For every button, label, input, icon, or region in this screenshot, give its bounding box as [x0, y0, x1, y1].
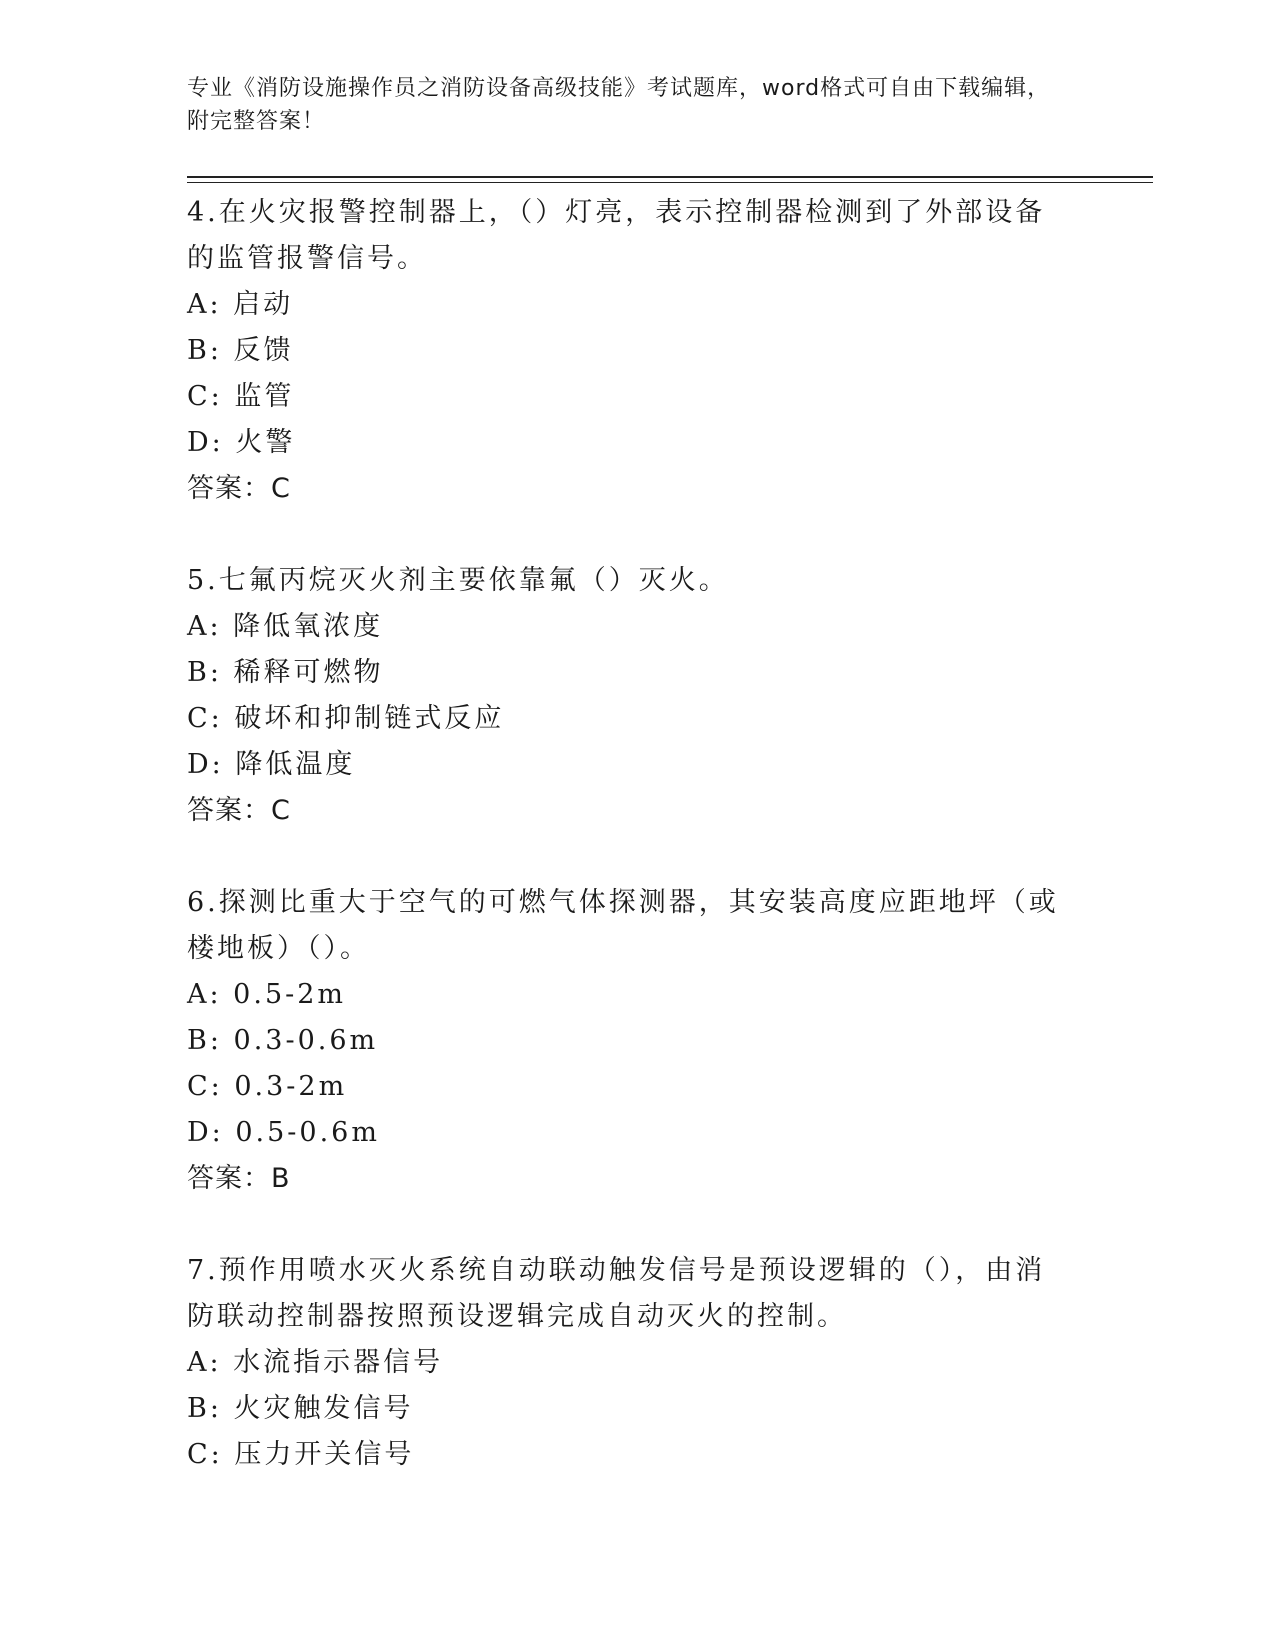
answer-text: 答案：C — [187, 473, 291, 504]
option-d: D: 火警 — [187, 427, 296, 458]
question-item — [187, 1248, 1067, 1478]
answer-text: 答案：B — [187, 1163, 291, 1194]
question-stem: 6.探测比重大于空气的可燃气体探测器，其安装高度应距地坪（或楼地板）（）。 — [187, 887, 1059, 964]
option-c: C: 压力开关信号 — [187, 1439, 415, 1470]
question-stem: 7.预作用喷水灭火系统自动联动触发信号是预设逻辑的（），由消防联动控制器按照预设逻辑完成自动灭火的控制。 — [187, 1255, 1046, 1332]
option-b: B: 稀释可燃物 — [187, 657, 384, 688]
option-b: B: 0.3-0.6m — [187, 1025, 379, 1056]
question-item — [187, 558, 1067, 834]
option-a: A: 降低氧浓度 — [187, 611, 384, 642]
option-b: B: 反馈 — [187, 335, 294, 366]
option-c: C: 0.3-2m — [187, 1071, 348, 1102]
question-item — [187, 190, 1067, 512]
option-a: A: 水流指示器信号 — [187, 1347, 444, 1378]
option-c: C: 破坏和抑制链式反应 — [187, 703, 505, 734]
question-list — [187, 190, 1067, 1524]
header-divider-thick — [187, 176, 1153, 178]
document-header: 专业《消防设施操作员之消防设备高级技能》考试题库，word格式可自由下载编辑，附完整答案！ — [187, 76, 1051, 134]
question-stem: 5.七氟丙烷灭火剂主要依靠氟（）灭火。 — [187, 565, 729, 596]
question-stem: 4.在火灾报警控制器上，（）灯亮，表示控制器检测到了外部设备的监管报警信号。 — [187, 197, 1046, 274]
question-item — [187, 880, 1067, 1202]
option-d: D: 0.5-0.6m — [187, 1117, 380, 1148]
option-d: D: 降低温度 — [187, 749, 356, 780]
option-c: C: 监管 — [187, 381, 295, 412]
option-a: A: 0.5-2m — [187, 979, 347, 1010]
answer-text: 答案：C — [187, 795, 291, 826]
header-divider-thin — [187, 182, 1153, 183]
option-a: A: 启动 — [187, 289, 294, 320]
option-b: B: 火灾触发信号 — [187, 1393, 414, 1424]
